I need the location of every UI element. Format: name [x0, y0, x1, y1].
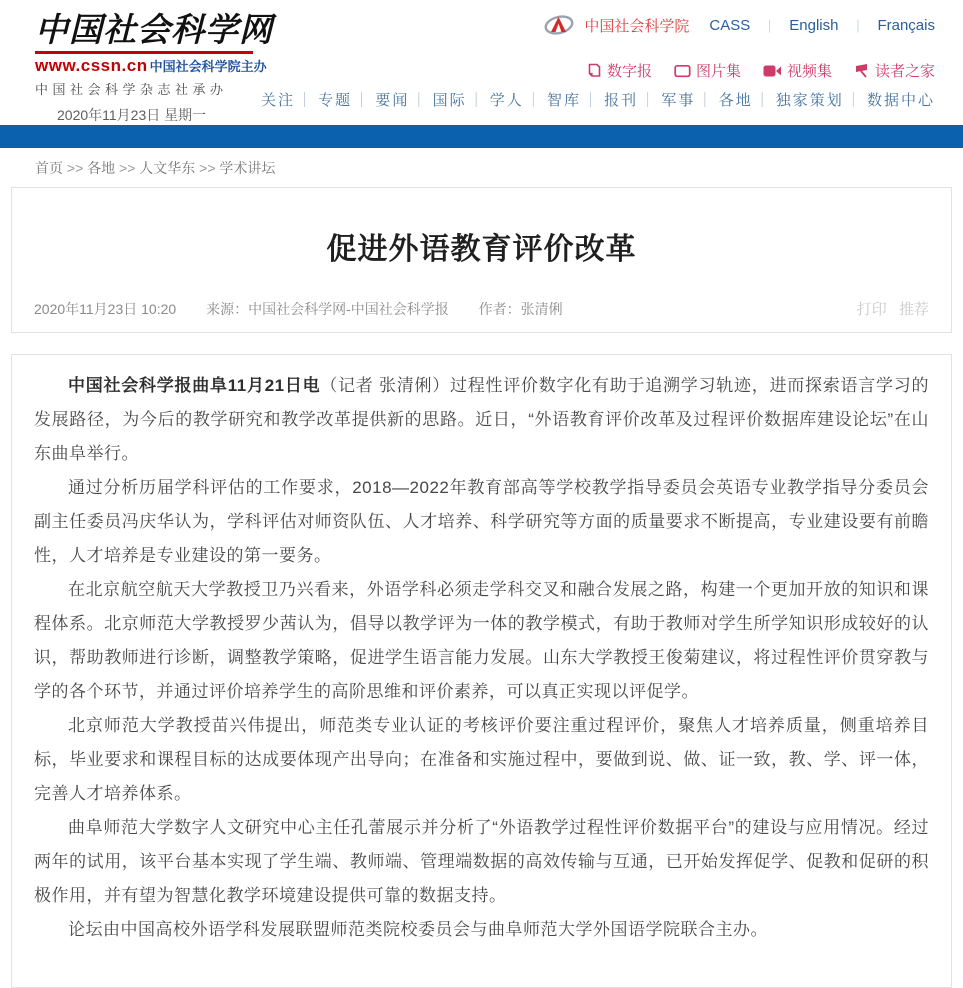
nav-item-zhuanti[interactable]: 专题 ｜ — [318, 92, 371, 109]
nav-item-zhiku[interactable]: 智库 ｜ — [547, 92, 600, 109]
photo-gallery-icon — [674, 64, 691, 78]
nav-item-gedi[interactable]: 各地 ｜ — [719, 92, 772, 109]
quick-links-row — [261, 60, 935, 81]
nav-item-shujuzhongxin[interactable]: 数据中心 — [866, 92, 935, 109]
nav-item-dujiacehua[interactable]: 独家策划 ｜ — [776, 92, 863, 109]
nav-item-guoji[interactable]: 国际 ｜ — [433, 92, 486, 109]
current-date: 2020年11月23日 星期一 — [57, 107, 207, 124]
link-separator: ｜ — [763, 18, 777, 34]
reader-home-icon — [854, 63, 870, 78]
main-nav — [261, 89, 935, 110]
article-paragraph: 通过分析历届学科评估的工作要求，2018—2022年教育部高等学校教学指导委员会英语专业教学指导分委员会副主任委员冯庆华认为，学科评估对师资队伍、人才培养、科学研究等方面的质量要求不断提高，专业建设要有前瞻性，人才培养是专业建设的第一要务。 — [34, 478, 929, 565]
publisher-text: 中国社会科学杂志社承办 — [35, 82, 228, 98]
cass-link[interactable]: CASS — [709, 16, 751, 34]
recommend-button[interactable]: 推荐 — [898, 301, 929, 318]
breadcrumb-xueshu-jiangtan[interactable]: 学术讲坛 — [219, 160, 276, 176]
article-paragraph: 北京师范大学教授苗兴伟提出，师范类专业认证的考核评价要注重过程评价，聚焦人才培养质量，侧重培养目标，毕业要求和课程目标的达成要体现产出导向；在准备和实施过程中，要做到说、做、证一致，教、学、评一体，完善人才培养体系。 — [34, 716, 929, 803]
quick-link-photo-gallery[interactable] — [674, 60, 741, 81]
paragraph-lead: 中国社会科学报曲阜11月21日电 — [68, 376, 321, 395]
quick-link-video[interactable] — [763, 60, 832, 81]
print-button[interactable]: 打印 — [856, 301, 887, 318]
article-paragraph — [34, 369, 929, 471]
cass-logo-icon — [544, 14, 574, 36]
paragraph-text: （记者 张清俐）过程性评价数字化有助于追溯学习轨迹，进而探索语言学习的发展路径，为今后的教学研究和教学改革提供新的思路。近日，“外语教育评价改革及过程评价数据库建设论坛”在山东曲阜举行。 — [34, 376, 929, 463]
quick-link-label: 图片集 — [695, 63, 741, 80]
video-icon — [763, 64, 782, 78]
breadcrumb-home[interactable]: 首页 >> — [35, 160, 87, 176]
article-paragraph: 在北京航空航天大学教授卫乃兴看来，外语学科必须走学科交叉和融合发展之路，构建一个更加开放的知识和课程体系。北京师范大学教授罗少茜认为，倡导以教学评为一体的教学模式，有助于教师对学生所学知识形成较好的认识，帮助教师进行诊断，调整教学策略，促进学生语言能力发展。山东大学教授王俊菊建议，将过程性评价贯穿教与学的各个环节，并通过评价培养学生的高阶思维和评价素养，可以真正实现以评促学。 — [34, 580, 929, 701]
article-paragraph: 论坛由中国高校外语学科发展联盟师范类院校委员会与曲阜师范大学外国语学院联合主办。 — [68, 920, 768, 939]
article-actions — [849, 298, 929, 319]
article-author: 作者：张清俐 — [478, 301, 563, 317]
nav-item-xueren[interactable]: 学人 ｜ — [490, 92, 543, 109]
nav-item-baokan[interactable]: 报刊 ｜ — [604, 92, 657, 109]
breadcrumb-gedi[interactable]: 各地 >> — [87, 160, 139, 176]
article-body-box — [11, 354, 952, 988]
quick-link-digital-paper[interactable] — [586, 60, 652, 81]
top-links-row — [261, 14, 935, 36]
francais-link[interactable]: Français — [877, 16, 935, 34]
nav-item-guanzhu[interactable]: 关注 ｜ — [261, 92, 314, 109]
article-header-box — [11, 187, 952, 333]
digital-paper-icon — [586, 63, 602, 78]
article-paragraph: 曲阜师范大学数字人文研究中心主任孔蕾展示并分析了“外语教学过程性评价数据平台”的建设与应用情况。经过两年的试用，该平台基本实现了学生端、教师端、管理端数据的高效传输与互通，已开始发挥促学、促教和促研的积极作用，并有望为智慧化教学环境建设提供可靠的数据支持。 — [34, 818, 929, 905]
academy-link[interactable]: 中国社会科学院 — [584, 17, 690, 35]
logo-divider — [35, 51, 253, 54]
link-separator: ｜ — [851, 18, 865, 34]
site-header — [0, 0, 963, 125]
site-url: www.cssn.cn — [35, 56, 148, 76]
quick-link-label: 数字报 — [606, 63, 652, 80]
article-source: 来源：中国社会科学网-中国社会科学报 — [206, 301, 449, 317]
site-logo[interactable] — [35, 10, 273, 125]
nav-item-junshi[interactable]: 军事 ｜ — [661, 92, 714, 109]
quick-link-reader-home[interactable] — [854, 60, 935, 81]
article-meta — [34, 299, 589, 319]
breadcrumb — [11, 148, 952, 187]
site-title: 中国社会科学网 — [35, 10, 273, 49]
breadcrumb-renwen-huadong[interactable]: 人文华东 >> — [139, 160, 219, 176]
quick-link-label: 读者之家 — [874, 63, 935, 80]
publish-datetime: 2020年11月23日 10:20 — [34, 301, 177, 317]
organizer-text: 中国社会科学院主办 — [149, 59, 267, 75]
english-link[interactable]: English — [789, 16, 839, 34]
header-blue-bar — [0, 125, 963, 148]
article-title: 促进外语教育评价改革 — [326, 233, 637, 266]
quick-link-label: 视频集 — [786, 63, 832, 80]
nav-item-yaowen[interactable]: 要闻 ｜ — [375, 92, 428, 109]
